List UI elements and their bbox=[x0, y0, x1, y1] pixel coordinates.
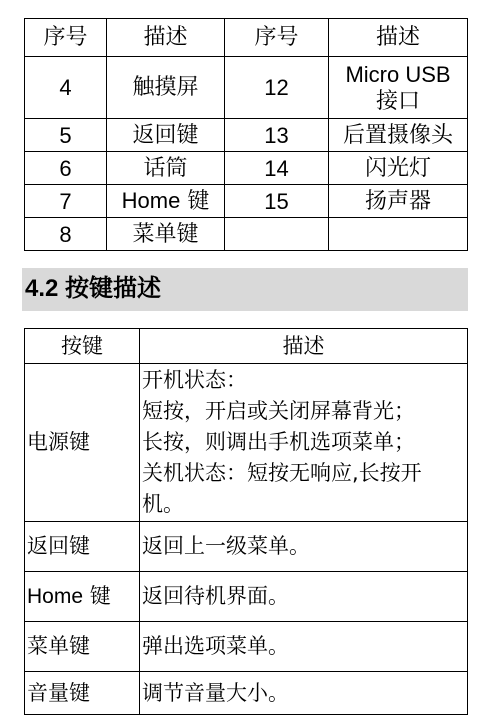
part-number: 6 bbox=[25, 152, 107, 185]
key-description-line: 关机状态：短按无响应,长按开 bbox=[142, 461, 422, 485]
part-number: 14 bbox=[225, 152, 329, 185]
header-description: 描述 bbox=[140, 329, 468, 364]
key-description-line: 长按，则调出手机选项菜单； bbox=[142, 430, 415, 454]
part-number: 12 bbox=[225, 57, 329, 119]
key-description: 返回上一级菜单。 bbox=[140, 522, 468, 572]
part-description-cjk: 键 bbox=[180, 189, 210, 214]
part-description: 菜单键 bbox=[107, 218, 225, 251]
part-description-line: Micro USB bbox=[345, 61, 451, 87]
part-description: 返回键 bbox=[107, 119, 225, 152]
part-number: 13 bbox=[225, 119, 329, 152]
table-row bbox=[25, 119, 468, 152]
header-number-1: 序号 bbox=[25, 19, 107, 57]
key-name-latin: Home bbox=[27, 585, 84, 608]
part-description-latin: Home bbox=[121, 188, 181, 213]
header-description-1: 描述 bbox=[107, 19, 225, 57]
key-name bbox=[25, 572, 140, 622]
part-number: 5 bbox=[25, 119, 107, 152]
table-row bbox=[25, 218, 468, 251]
parts-table-header-row bbox=[25, 19, 468, 57]
key-name: 音量键 bbox=[25, 672, 140, 715]
table-row bbox=[25, 152, 468, 185]
part-number: 4 bbox=[25, 57, 107, 119]
part-number: 8 bbox=[25, 218, 107, 251]
part-description bbox=[107, 185, 225, 218]
header-key: 按键 bbox=[25, 329, 140, 364]
key-description-line: 机。 bbox=[142, 492, 184, 516]
part-description: 触摸屏 bbox=[107, 57, 225, 119]
section-title: 4.2 按键描述 bbox=[25, 275, 162, 302]
parts-table bbox=[24, 18, 468, 251]
keys-table bbox=[24, 328, 468, 715]
part-description-line: 接口 bbox=[375, 88, 420, 114]
part-number: 7 bbox=[25, 185, 107, 218]
key-description: 弹出选项菜单。 bbox=[140, 622, 468, 672]
key-name: 返回键 bbox=[25, 522, 140, 572]
key-description-line: 开机状态： bbox=[142, 368, 247, 392]
key-name-cjk: 键 bbox=[83, 584, 111, 608]
section-header bbox=[22, 268, 468, 311]
part-description: 扬声器 bbox=[329, 185, 468, 218]
key-name: 菜单键 bbox=[25, 622, 140, 672]
table-row bbox=[25, 672, 468, 715]
key-description bbox=[140, 364, 468, 522]
part-description-empty bbox=[329, 218, 468, 251]
key-name: 电源键 bbox=[25, 364, 140, 522]
part-description: 后置摄像头 bbox=[329, 119, 468, 152]
table-row bbox=[25, 572, 468, 622]
table-row bbox=[25, 522, 468, 572]
table-row bbox=[25, 622, 468, 672]
table-row bbox=[25, 364, 468, 522]
part-number-empty bbox=[225, 218, 329, 251]
part-description: 话筒 bbox=[107, 152, 225, 185]
part-number: 15 bbox=[225, 185, 329, 218]
key-description: 返回待机界面。 bbox=[140, 572, 468, 622]
table-row bbox=[25, 185, 468, 218]
keys-table-header-row bbox=[25, 329, 468, 364]
header-description-2: 描述 bbox=[329, 19, 468, 57]
part-description bbox=[329, 57, 468, 119]
header-number-2: 序号 bbox=[225, 19, 329, 57]
key-description: 调节音量大小。 bbox=[140, 672, 468, 715]
table-row bbox=[25, 57, 468, 119]
part-description: 闪光灯 bbox=[329, 152, 468, 185]
key-description-line: 短按，开启或关闭屏幕背光； bbox=[142, 399, 415, 423]
